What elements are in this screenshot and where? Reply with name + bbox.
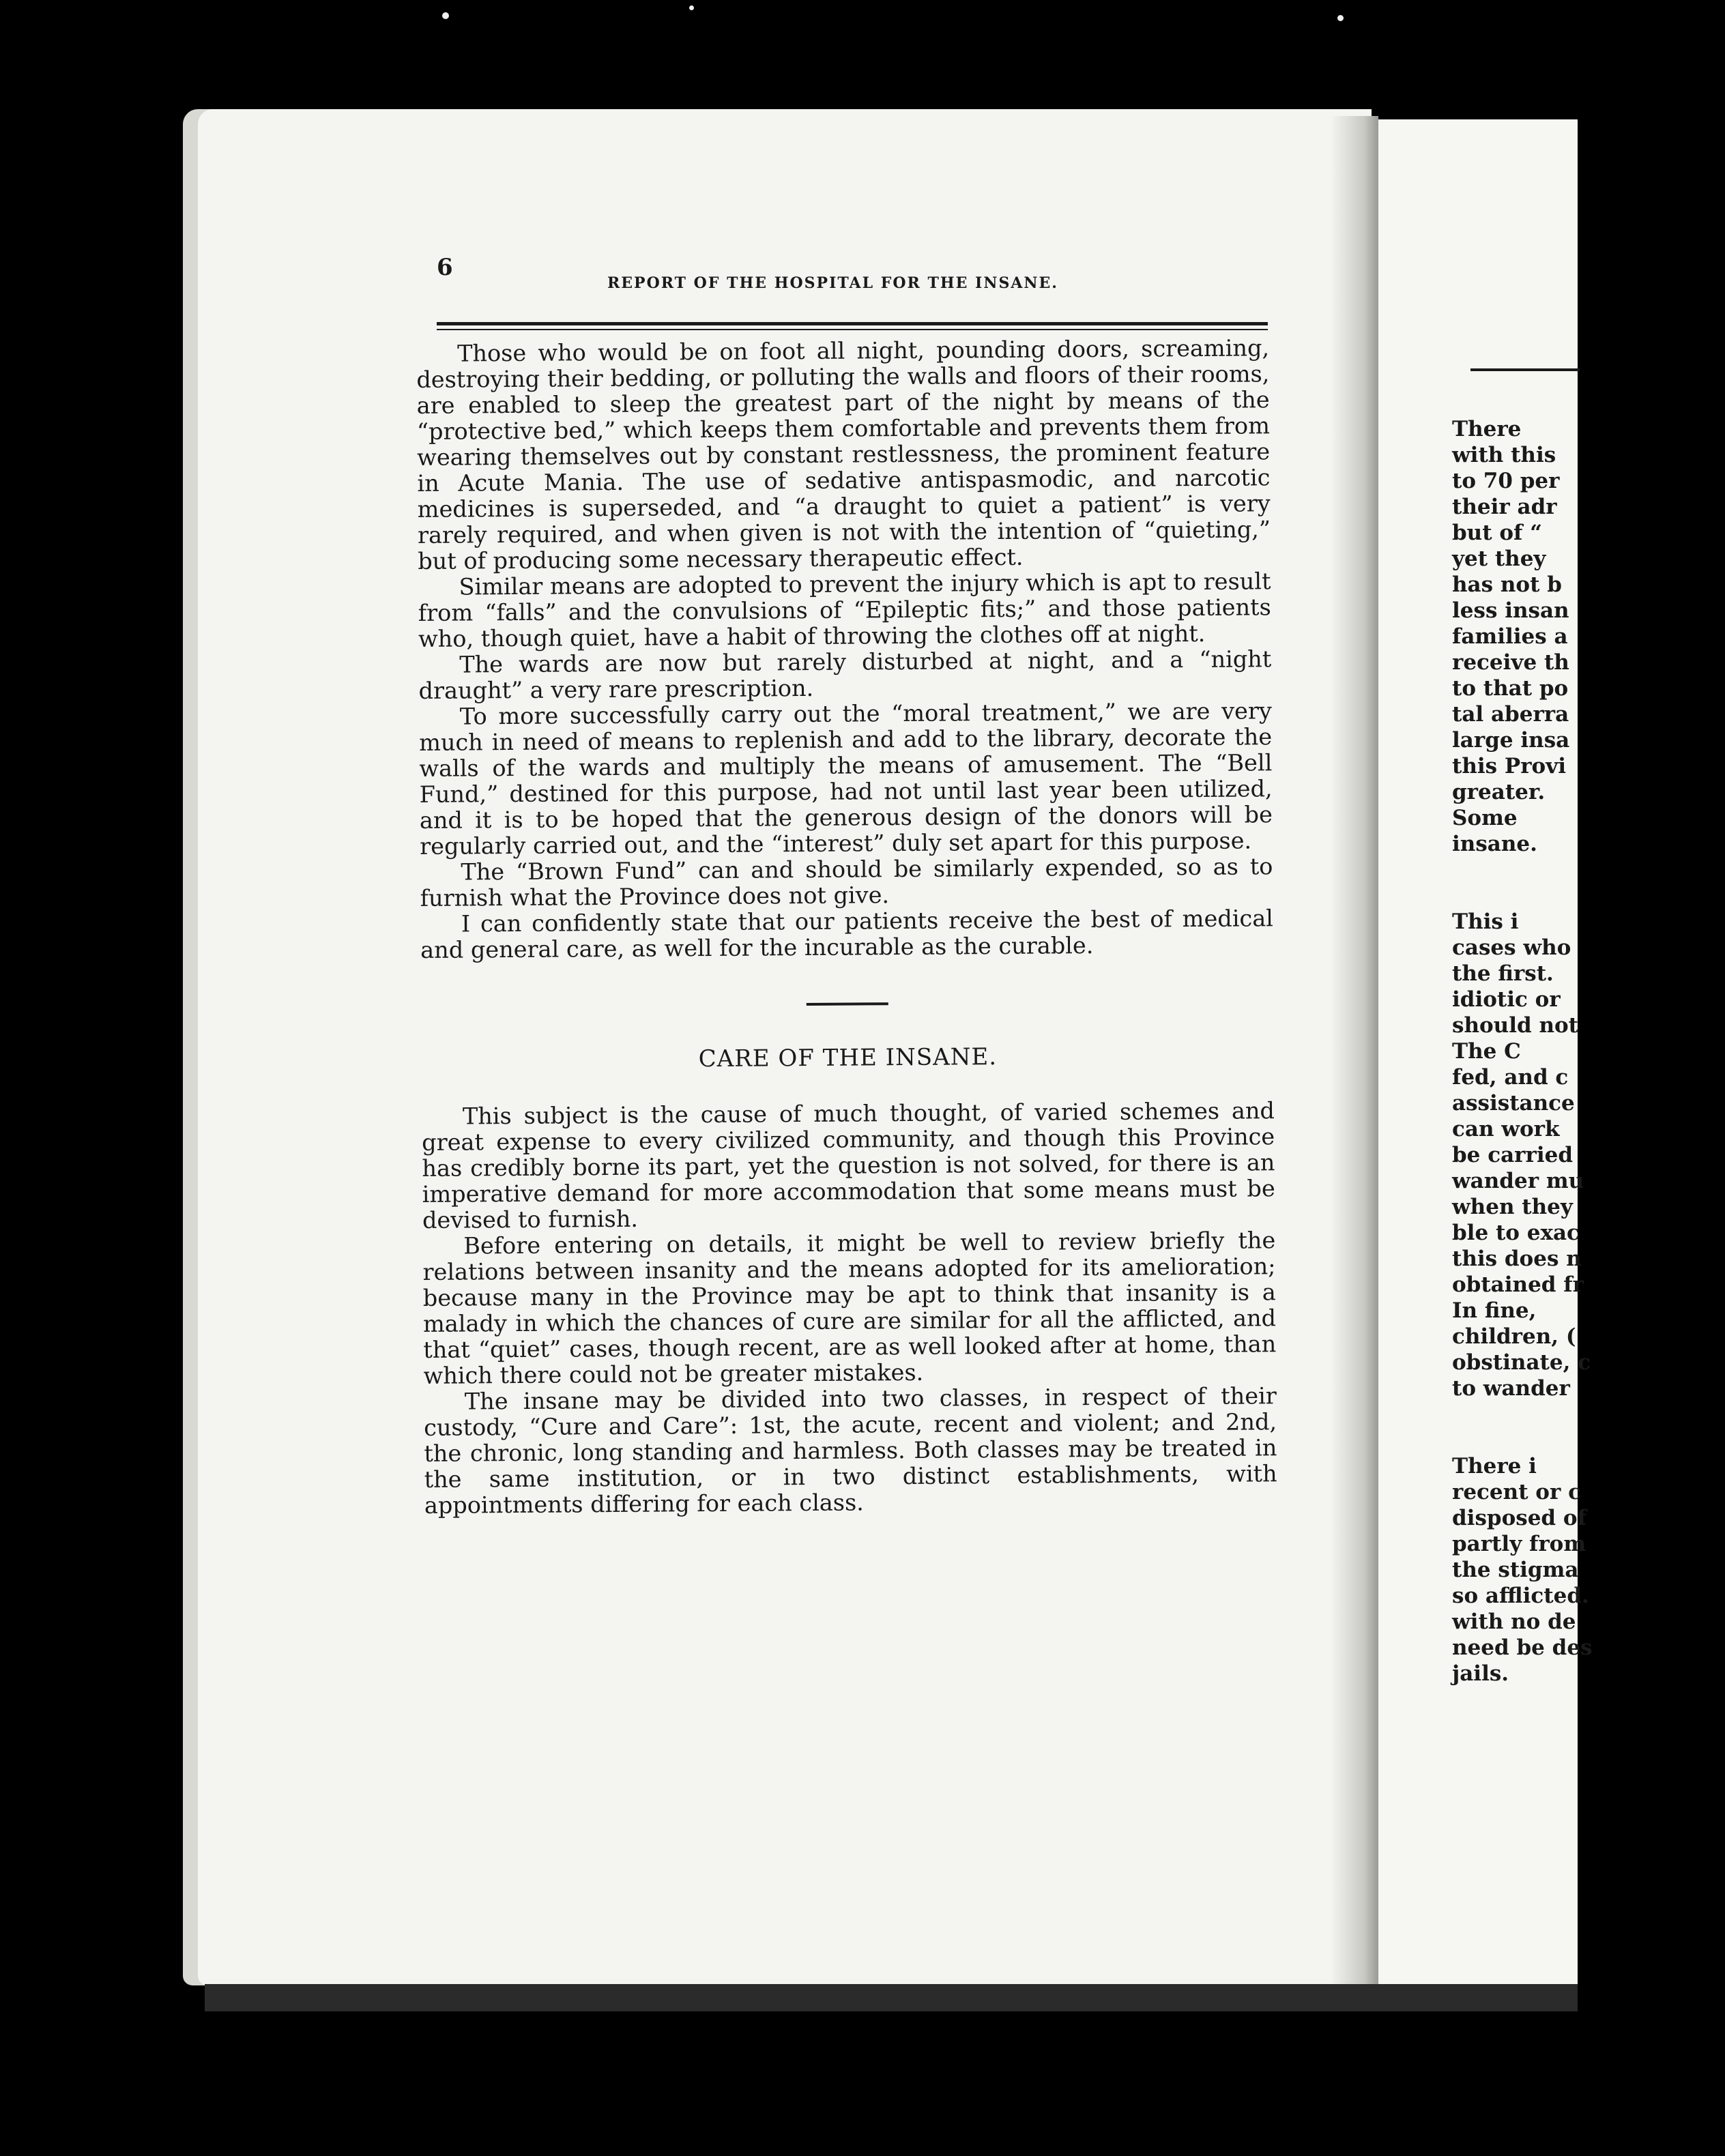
text-line: this does n xyxy=(1452,1247,1582,1271)
text-line: need be des xyxy=(1452,1635,1593,1660)
body-text xyxy=(416,335,1277,1519)
header-rule-thick xyxy=(437,322,1268,325)
film-speck xyxy=(442,12,449,19)
text-line: cases who xyxy=(1452,935,1571,960)
header-rule-thin xyxy=(437,329,1268,330)
text-line: with no de xyxy=(1452,1609,1576,1634)
text-line: the stigma xyxy=(1452,1558,1579,1582)
text-line xyxy=(1452,1401,1725,1427)
page-header xyxy=(437,254,1269,295)
text-line: This i xyxy=(1452,909,1519,934)
text-line: There xyxy=(1452,417,1522,441)
right-page-rule xyxy=(1470,368,1580,371)
text-line: has not b xyxy=(1452,572,1562,597)
text-line: families a xyxy=(1452,624,1568,649)
text-line: insane. xyxy=(1452,832,1537,856)
section-divider xyxy=(807,1002,888,1006)
text-line: recent or c xyxy=(1452,1480,1581,1504)
text-line: be carried xyxy=(1452,1143,1573,1167)
book-gutter xyxy=(1331,116,1378,1985)
text-line: wander mu xyxy=(1452,1169,1584,1193)
text-line: large insa xyxy=(1452,728,1570,753)
text-line: partly from xyxy=(1452,1532,1586,1556)
page-number: 6 xyxy=(437,254,453,281)
film-speck xyxy=(1337,15,1344,21)
text-line: yet they xyxy=(1452,547,1546,571)
text-line: when they xyxy=(1452,1195,1573,1219)
text-line xyxy=(1452,883,1725,909)
right-page-text xyxy=(1452,416,1725,1687)
running-head: REPORT OF THE HOSPITAL FOR THE INSANE. xyxy=(607,274,1058,292)
text-line: this Provi xyxy=(1452,754,1566,778)
text-line: idiotic or xyxy=(1452,987,1561,1012)
section-heading: CARE OF THE INSANE. xyxy=(698,1043,998,1073)
text-line: children, ( xyxy=(1452,1324,1576,1349)
text-line: to wander xyxy=(1452,1376,1570,1401)
text-line xyxy=(1452,857,1725,883)
text-line: less insan xyxy=(1452,598,1569,623)
text-line: tal aberra xyxy=(1452,702,1569,727)
paragraph: The “Brown Fund” can and should be similarly expended, so as to furnish what the Province does not give. xyxy=(420,853,1273,912)
text-line: should not xyxy=(1452,1013,1578,1038)
text-line: disposed of xyxy=(1452,1506,1586,1530)
paragraph: Those who would be on foot all night, pounding doors, screaming, destroying their bedding, or polluting the walls and floors of their rooms, are enabled to sleep the greatest part of the night by means of the “protective bed,” which keeps them comfortable and prevents them from wearing themselves out by constant restlessness, the prominent feature in Acute Mania. The use of sedative antispasmodic, and narcotic medicines is superseded, and “a draught to quiet a patient” is very rarely required, and when given is not with the intention of “quieting,” but of producing some necessary therapeutic effect. xyxy=(416,334,1271,574)
text-line: but of “ xyxy=(1452,521,1542,545)
text-line: ble to exac xyxy=(1452,1221,1580,1245)
text-line: assistance xyxy=(1452,1091,1575,1116)
text-line: Some xyxy=(1452,806,1518,830)
paragraph: I can confidently state that our patients receive the best of medical and general care, as well for the incurable as the curable. xyxy=(420,905,1274,963)
text-line: There i xyxy=(1452,1454,1537,1478)
paragraph: To more successfully carry out the “moral treatment,” we are very much in need of means to replenish and add to the library, decorate the walls of the wards and multiply the means of amusement. The “Bell Fund,” destined for this purpose, had not until last year been utilized, and it is to be hoped that the generous design of the donors will be regularly carried out, and the “interest” duly set apart for this purpose. xyxy=(418,697,1273,860)
text-line: The C xyxy=(1452,1039,1521,1064)
text-line: with this xyxy=(1452,443,1556,467)
film-speck xyxy=(689,5,694,10)
text-line: to that po xyxy=(1452,676,1569,701)
text-line: fed, and c xyxy=(1452,1065,1569,1090)
text-line: can work xyxy=(1452,1117,1560,1141)
page-bottom-edge xyxy=(205,1984,1578,2011)
text-line: obtained fr xyxy=(1452,1272,1584,1297)
paragraph: Before entering on details, it might be well to review briefly the relations between insanity and the means adopted for its amelioration; because many in the Province may be apt to think that insanity is a malady in which the chances of cure are similar for all the afflicted, and that “quiet” cases, though recent, are as well looked after at home, than which there could not be greater mistakes. xyxy=(422,1227,1277,1389)
text-line: so afflicted. xyxy=(1452,1584,1589,1608)
text-line: greater. xyxy=(1452,780,1546,804)
paragraph: The insane may be divided into two classes, in respect of their custody, “Cure and Care”: 1st, the acute, recent and violent; and 2nd, the chronic, long standing and harmless. Both classes may be treated in the same institution, or in two distinct establishments, with appointments differing for each class. xyxy=(423,1382,1277,1519)
text-line: the first. xyxy=(1452,961,1554,986)
text-line: In fine, xyxy=(1452,1298,1537,1323)
text-line xyxy=(1452,1427,1725,1453)
text-line: jails. xyxy=(1452,1661,1509,1686)
text-line: obstinate, c xyxy=(1452,1350,1591,1375)
text-line: their adr xyxy=(1452,495,1557,519)
paragraph: Similar means are adopted to prevent the injury which is apt to result from “falls” and the convulsions of “Epileptic fits;” and those patients who, though quiet, have a habit of throwing the clothes off at night. xyxy=(418,568,1271,652)
paragraph: The wards are now but rarely disturbed at night, and a “night draught” a very rare prescription. xyxy=(418,645,1272,704)
text-line: to 70 per xyxy=(1452,469,1560,493)
paragraph: This subject is the cause of much thought, of varied schemes and great expense to every civilized community, and though this Province has credibly borne its part, yet the question is not solved, for there is an imperative demand for more accommodation that some means must be devised to furnish. xyxy=(422,1097,1275,1234)
text-line: receive th xyxy=(1452,650,1569,675)
